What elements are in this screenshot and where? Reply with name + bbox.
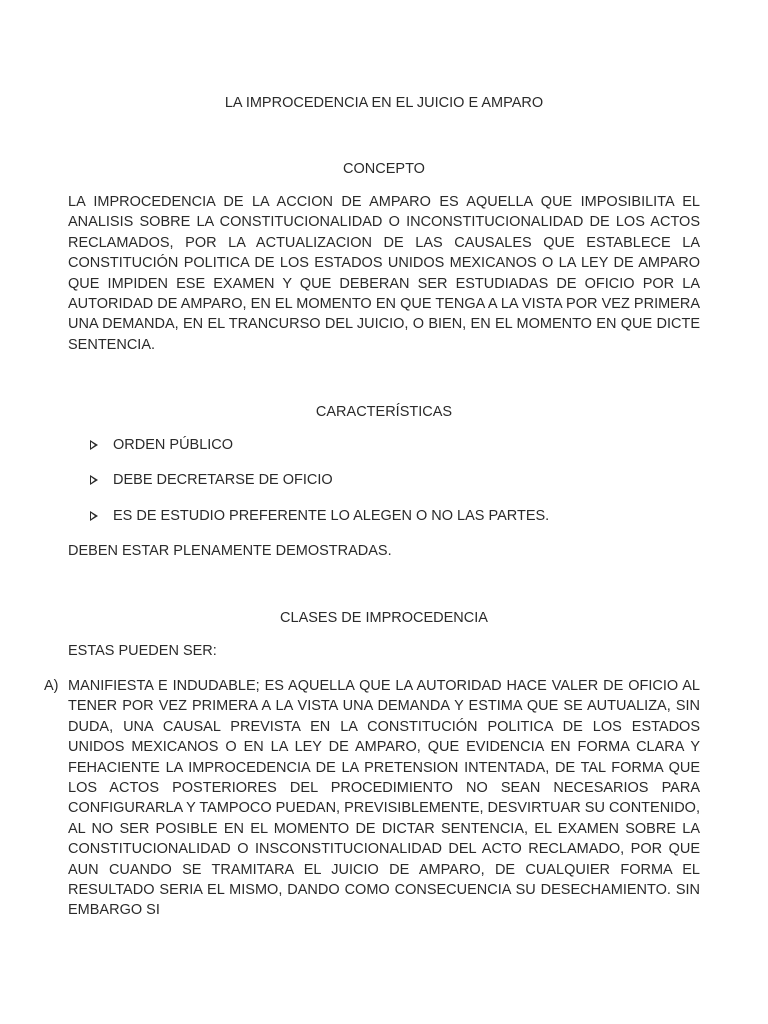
list-item-label: ORDEN PÚBLICO	[113, 437, 234, 453]
list-item	[90, 471, 333, 489]
list-item-label: ES DE ESTUDIO PREFERENTE LO ALEGEN O NO LAS PARTES.	[113, 508, 550, 524]
list-item	[90, 436, 233, 454]
item-a-marker: A)	[44, 678, 59, 694]
list-item	[90, 507, 549, 525]
concepto-paragraph: LA IMPROCEDENCIA DE LA ACCION DE AMPARO ES AQUELLA QUE IMPOSIBILITA EL ANALISIS SOBRE LA CONSTITUCIONALIDAD O INCONSTITUCIONALIDAD DE LOS ACTOS RECLAMADOS, POR LA ACTUALIZACION DE LAS CAUSALES QUE ESTABLECE LA CONSTITUCIÓN POLITICA DE LOS ESTADOS UNIDOS MEXICANOS O LA LEY DE AMPARO QUE IMPIDEN ESE EXAMEN Y QUE DEBERAN SER ESTUDIADAS DE OFICIO POR LA AUTORIDAD DE AMPARO, EN EL MOMENTO EN QUE TENGA A LA VISTA POR VEZ PRIMERA UNA DEMANDA, EN EL TRANCURSO DEL JUICIO, O BIEN, EN EL MOMENTO EN QUE DICTE SENTENCIA.	[68, 194, 700, 353]
caracteristicas-closing: DEBEN ESTAR PLENAMENTE DEMOSTRADAS.	[68, 543, 392, 559]
clases-intro: ESTAS PUEDEN SER:	[68, 643, 217, 659]
arrow-bullet-icon	[90, 511, 98, 521]
concepto-heading: CONCEPTO	[343, 161, 425, 177]
list-item-label: DEBE DECRETARSE DE OFICIO	[113, 472, 333, 488]
arrow-bullet-icon	[90, 440, 98, 450]
caracteristicas-heading: CARACTERÍSTICAS	[315, 404, 453, 420]
arrow-bullet-icon	[90, 475, 98, 485]
clases-heading: CLASES DE IMPROCEDENCIA	[280, 610, 488, 626]
item-a-paragraph: MANIFIESTA E INDUDABLE; ES AQUELLA QUE LA AUTORIDAD HACE VALER DE OFICIO AL TENER POR VEZ PRIMERA A LA VISTA UNA DEMANDA Y ESTIMA QUE SE AUTUALIZA, SIN DUDA, UNA CAUSAL PREVISTA EN LA CONSTITUCIÓN POLITICA DE LOS ESTADOS UNIDOS MEXICANOS O EN LA LEY DE AMPARO, QUE EVIDENCIA EN FORMA CLARA Y FEHACIENTE LA IMPROCEDENCIA DE LA PRETENSION INTENTADA, DE TAL FORMA QUE LOS ACTOS POSTERIORES DEL PROCEDIMIENTO NO SEAN NECESARIOS PARA CONFIGURARLA Y TAMPOCO PUEDAN, PREVISIBLEMENTE, DESVIRTUAR SU CONTENIDO, AL NO SER POSIBLE EN EL MOMENTO DE DICTAR SENTENCIA, EL EXAMEN SOBRE LA CONSTITUCIONALIDAD O INSCONSTITUCIONALIDAD DEL ACTO RECLAMADO, POR QUE AUN CUANDO SE TRAMITARA EL JUICIO DE AMPARO, DE CUALQUIER FORMA EL RESULTADO SERIA EL MISMO, DANDO COMO CONSECUENCIA SU DESECHAMIENTO. SIN EMBARGO SI	[68, 678, 700, 919]
document-title: LA IMPROCEDENCIA EN EL JUICIO E AMPARO	[224, 95, 544, 111]
